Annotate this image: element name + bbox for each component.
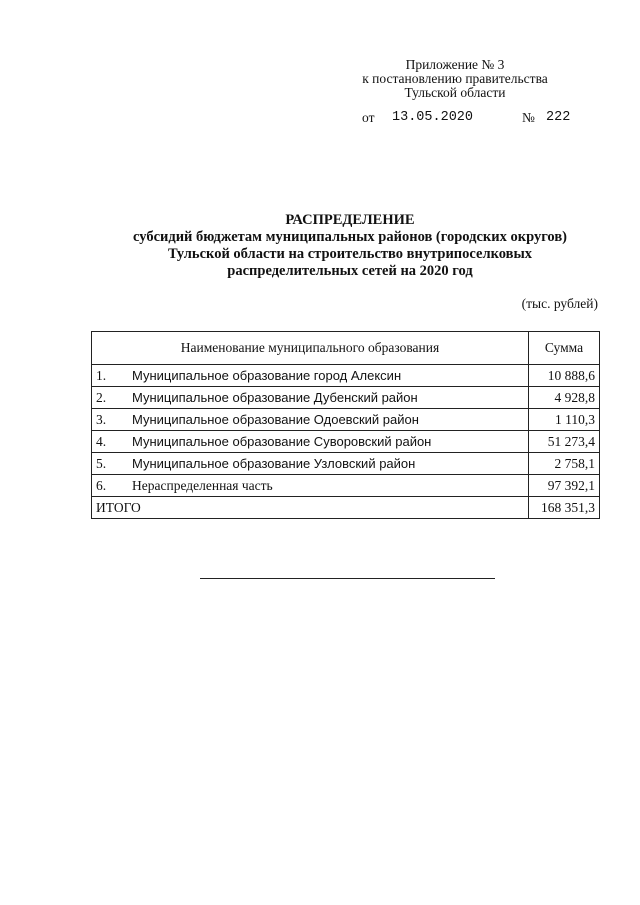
row-number: 3. xyxy=(92,409,129,431)
header-name: Наименование муниципального образования xyxy=(92,332,529,365)
table-row xyxy=(92,431,600,453)
closing-rule xyxy=(200,578,495,579)
row-number: 1. xyxy=(92,365,129,387)
table-row xyxy=(92,365,600,387)
row-name: Муниципальное образование город Алексин xyxy=(128,365,529,387)
document-title xyxy=(90,212,610,280)
title-line-1: субсидий бюджетам муниципальных районов (городских округов) xyxy=(133,229,567,245)
appendix-line-1: Приложение № 3 xyxy=(405,57,505,72)
row-number: 2. xyxy=(92,387,129,409)
header-sum: Сумма xyxy=(529,332,600,365)
appendix-block xyxy=(330,58,580,100)
appendix-line-3: Тульской области xyxy=(404,85,506,100)
distribution-table xyxy=(91,331,600,519)
title-heading: РАСПРЕДЕЛЕНИЕ xyxy=(285,212,415,228)
row-name: Муниципальное образование Суворовский район xyxy=(128,431,529,453)
table-row xyxy=(92,475,600,497)
units-note: (тыс. рублей) xyxy=(521,296,598,311)
row-name: Муниципальное образование Дубенский район xyxy=(128,387,529,409)
total-row xyxy=(92,497,600,519)
row-sum: 51 273,4 xyxy=(529,431,600,453)
total-label: ИТОГО xyxy=(92,497,529,519)
row-number: 5. xyxy=(92,453,129,475)
table-row xyxy=(92,409,600,431)
row-sum: 10 888,6 xyxy=(529,365,600,387)
from-label: от xyxy=(362,110,375,125)
resolution-date: 13.05.2020 xyxy=(392,110,474,125)
row-sum: 1 110,3 xyxy=(529,409,600,431)
total-sum: 168 351,3 xyxy=(529,497,600,519)
row-number: 4. xyxy=(92,431,129,453)
row-name: Нераспределенная часть xyxy=(128,475,529,497)
table-row xyxy=(92,387,600,409)
table-header-row xyxy=(92,332,600,365)
row-sum: 4 928,8 xyxy=(529,387,600,409)
row-number: 6. xyxy=(92,475,129,497)
table-row xyxy=(92,453,600,475)
title-line-3: распределительных сетей на 2020 год xyxy=(227,263,473,279)
number-label: № xyxy=(522,110,535,125)
row-sum: 2 758,1 xyxy=(529,453,600,475)
row-name: Муниципальное образование Одоевский район xyxy=(128,409,529,431)
resolution-meta xyxy=(362,110,571,127)
resolution-number: 222 xyxy=(546,110,571,125)
title-line-2: Тульской области на строительство внутрипоселковых xyxy=(167,246,533,262)
appendix-line-2: к постановлению правительства xyxy=(362,71,548,86)
row-name: Муниципальное образование Узловский район xyxy=(128,453,529,475)
row-sum: 97 392,1 xyxy=(529,475,600,497)
